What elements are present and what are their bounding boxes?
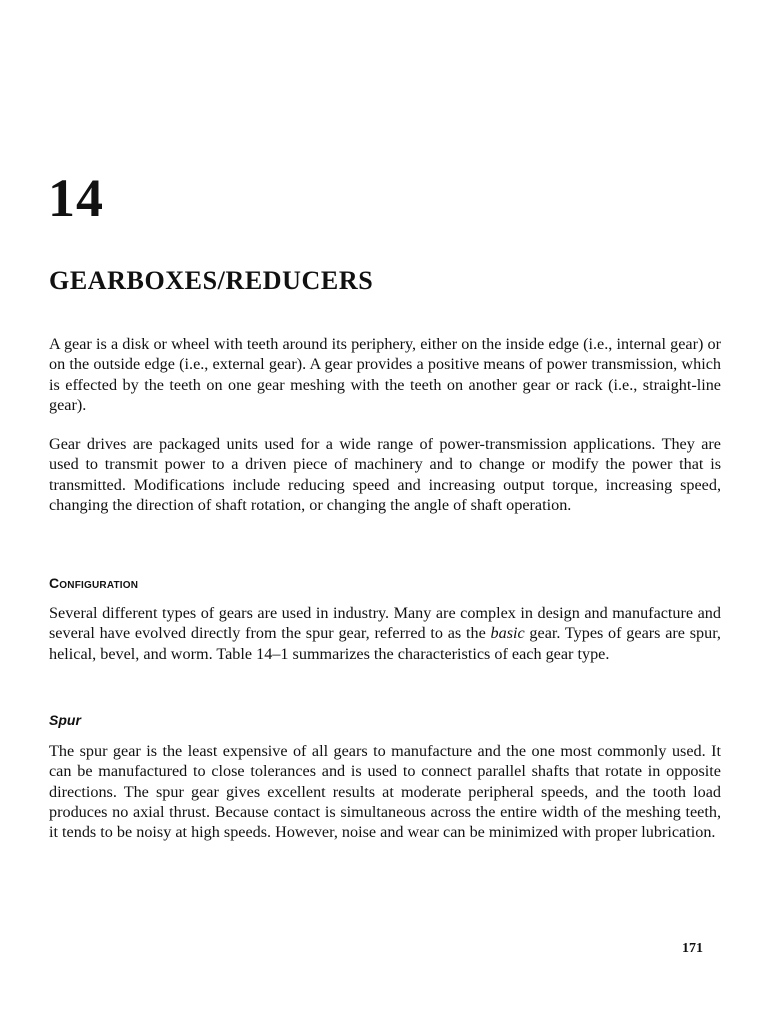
intro-paragraph-1: A gear is a disk or wheel with teeth around its periphery, either on the inside edge (i.e., internal gear) or on the outside edge (i.e., external gear). A gear provides a positive means of power transmission, which is effected by the teeth on one gear meshing with the teeth on another gear or rack (i.e., straight-line gear). xyxy=(49,335,721,414)
chapter-title: GEARBOXES/REDUCERS xyxy=(49,266,374,295)
spur-paragraph: The spur gear is the least expensive of all gears to manufacture and the one most commonly used. It can be manufactured to close tolerances and is used to connect parallel shafts that rotate in opposite directions. The spur gear gives excellent results at moderate peripheral speeds, and the tooth load produces no axial thrust. Because contact is simultaneous across the entire width of the meshing teeth, it tends to be noisy at high speeds. However, noise and wear can be minimized with proper lubrication. xyxy=(49,742,721,842)
configuration-emphasis: basic xyxy=(490,624,525,643)
configuration-text-start: Several different types of gears are used in industry. Many are complex in design and manufacture and several have evolved directly from the spur gear, referred to as the xyxy=(49,604,721,643)
configuration-text-end: gear. Types of gears are spur, helical, bevel, and worm. Table 14–1 summarizes the characteristics of each gear type. xyxy=(49,624,721,663)
page-number: 171 xyxy=(682,941,703,956)
section-heading-configuration: Configuration xyxy=(49,575,139,591)
subsection-heading-spur: Spur xyxy=(49,712,81,728)
chapter-number: 14 xyxy=(48,168,104,228)
intro-paragraph-2: Gear drives are packaged units used for a wide range of power-transmission applications. They are used to transmit power to a driven piece of machinery and to change or modify the power that is transmitted. Modifications include reducing speed and increasing output torque, increasing speed, changing the direction of shaft rotation, or changing the angle of shaft operation. xyxy=(49,435,721,514)
configuration-paragraph xyxy=(49,603,721,664)
